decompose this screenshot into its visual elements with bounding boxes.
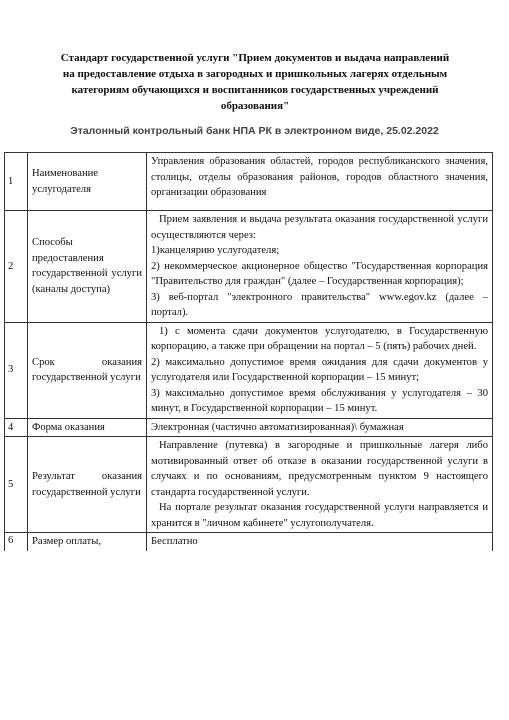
value-paragraph: Прием заявления и выдача результата оказания государственной услуги осуществляются через: [151, 214, 488, 241]
row-number: 3 [5, 322, 28, 418]
value-paragraph: На портале результат оказания государственной услуги направляется и хранится в "личном кабинете" услугополучателя. [151, 502, 488, 529]
row-value [147, 418, 493, 437]
row-number: 5 [5, 437, 28, 533]
row-number: 4 [5, 418, 28, 437]
row-number: 2 [5, 211, 28, 323]
value-paragraph: 2) максимально допустимое время ожидания для сдачи документов у услугодателя или Государственной корпорации – 15 минут; [151, 356, 488, 383]
row-name: Срок оказания государственной услуги [28, 322, 147, 418]
service-standard-table [4, 152, 493, 551]
row-number: 6 [5, 533, 28, 551]
row-name: Наименование услугодателя [28, 153, 147, 211]
document-subtitle: Эталонный контрольный банк НПА РК в электронном виде, 25.02.2022 [70, 125, 439, 137]
table-row [5, 533, 493, 551]
row-name: Размер оплаты, [28, 533, 147, 551]
row-name: Результат оказания государственной услуги [28, 437, 147, 533]
table-row [5, 211, 493, 323]
value-paragraph: 1) с момента сдачи документов услугодателю, в Государственную корпорацию, а также при обращении на портал – 5 (пять) рабочих дней. [151, 325, 488, 352]
value-paragraph: Бесплатно [151, 536, 198, 547]
row-value [147, 437, 493, 533]
value-paragraph: Электронная (частично автоматизированная)\ бумажная [151, 421, 404, 433]
table-row [5, 322, 493, 418]
row-number: 1 [5, 153, 28, 211]
row-name: Форма оказания [28, 418, 147, 437]
row-value [147, 211, 493, 323]
value-paragraph: 2) некоммерческое акционерное общество "Государственная корпорация "Правительство для граждан" (далее – Государственная корпорация); [151, 260, 488, 287]
value-paragraph: 3) максимально допустимое время обслуживания у услугодателя – 30 минут, в Государственной корпорации – 15 минут. [151, 387, 488, 414]
document-title: Стандарт государственной услуги "Прием документов и выдача направлений на предоставление отдыха в загородных и пришкольных лагерях отдельным категориям обучающихся и воспитанников государственных учреждений образования" [60, 52, 450, 112]
row-value [147, 153, 493, 211]
row-name: Способы предоставления государственной услуги (каналы доступа) [28, 211, 147, 323]
value-paragraph: Направление (путевка) в загородные и пришкольные лагеря либо мотивированный ответ об отказе в оказании государственной услуги в случаях и по основаниям, предусмотренным пунктом 9 настоящего стандарта государственной услуги. [151, 440, 488, 498]
row-value [147, 322, 493, 418]
value-paragraph: 1)канцелярию услугодателя; [151, 245, 280, 256]
table-row [5, 418, 493, 437]
value-paragraph: Управления образования областей, городов республиканского значения, столицы, отделы образования районов, городов областного значения, организации образования [151, 156, 488, 198]
table-row [5, 153, 493, 211]
row-value [147, 533, 493, 551]
value-paragraph: 3) веб-портал "электронного правительства" www.egov.kz (далее – портал). [151, 291, 488, 318]
table-row [5, 437, 493, 533]
